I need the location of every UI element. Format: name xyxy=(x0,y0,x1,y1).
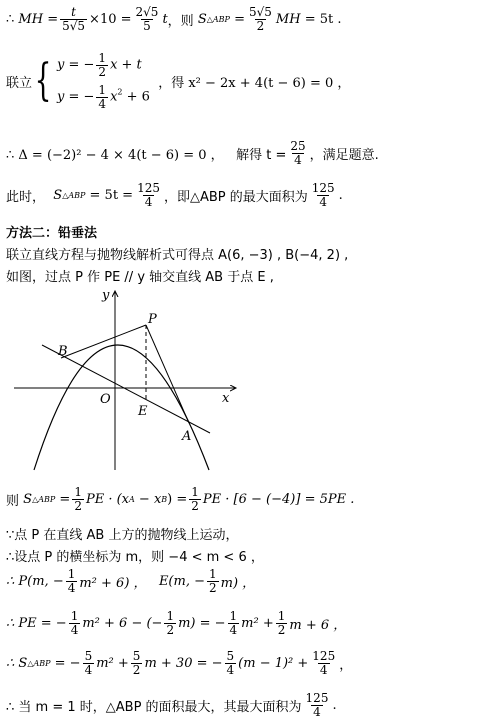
line-points-pe: ∴ P(m, − $\frac{1}{4}$ m² + 6) ， E(m, − $\frac{1}{2}$ m) ， xyxy=(6,567,256,595)
point-a-label: A xyxy=(182,429,192,444)
point-e-label: E xyxy=(138,404,148,419)
line-area-formula: 则 S △ABP = $\frac{1}{2}$ PE · (x A − x B ) = $\frac{1}{2}$ PE · [6 − (−4)] = 5PE . xyxy=(6,485,355,513)
point-b-label: B xyxy=(58,344,68,359)
fraction: $\frac{2√5}{5}$ xyxy=(135,5,159,33)
line-set-m: ∴设点 P 的横坐标为 m，则 −4 < m < 6 ， xyxy=(6,550,264,565)
line-area-expression: ∴ S △ABP = − $\frac{5}{4}$ m² + $\frac{5}{2}$ m + 30 = − $\frac{5}{4}$ (m − 1)² + $\frac{125}{4}$ ， xyxy=(6,649,353,677)
line-intersection: 联立直线方程与抛物线解析式可得点 A(6, −3) , B(−4, 2) , xyxy=(6,248,349,263)
y-axis-label: y xyxy=(102,288,110,303)
equation-system: y = − $\frac{1}{2}$ x + t y = − $\frac{1}{4}$ $x^2 + 6$ xyxy=(57,51,150,111)
fraction: $\frac{t}{5√5}$ xyxy=(62,5,86,33)
parabola-curve xyxy=(34,345,209,470)
line-system: 联立 { y = − $\frac{1}{2}$ x + t y = − $\frac{1}{4}$ $x^2 + 6$ ，得 x² − 2x + 4(t − 6) = 0 ， xyxy=(6,51,351,111)
line-mh: ∴ MH = $\frac{t}{5√5}$ ×10 = $\frac{2√5}{5}$ t ，则 S △ABP = $\frac{5√5}{2}$ MH = 5t . xyxy=(6,5,342,33)
x-axis-label: x xyxy=(222,391,230,406)
fraction: $\frac{5√5}{2}$ xyxy=(248,5,272,33)
parabola-diagram xyxy=(14,285,244,475)
line-max-area: 此时， S △ABP = 5t = $\frac{125}{4}$ ，即△ABP 的最大面积为 $\frac{125}{4}$ . xyxy=(6,181,343,209)
line-construction: 如图，过点 P 作 PE // y 轴交直线 AB 于点 E , xyxy=(6,270,274,285)
point-p-label: P xyxy=(148,312,157,327)
line-conclusion: ∴ 当 m = 1 时，△ABP 的面积最大，其最大面积为 $\frac{125}{4}$ . xyxy=(6,691,337,719)
brace: { xyxy=(34,55,52,107)
origin-label: O xyxy=(100,392,111,407)
segment-pa xyxy=(146,325,189,423)
segment-bp xyxy=(61,325,146,358)
line-pe-length: ∴ PE = − $\frac{1}{4}$ m² + 6 − (− $\frac{1}{2}$ m) = − $\frac{1}{4}$ m² + $\frac{1}{2}$ m + 6 ， xyxy=(6,609,347,637)
line-discriminant: ∴ Δ = (−2)² − 4 × 4(t − 6) = 0 ， 解得 t = $\frac{25}{4}$ ，满足题意. xyxy=(6,139,379,167)
line-p-moves: ∵点 P 在直线 AB 上方的抛物线上运动， xyxy=(6,528,239,543)
method-heading: 方法二：铅垂法 xyxy=(6,226,98,241)
